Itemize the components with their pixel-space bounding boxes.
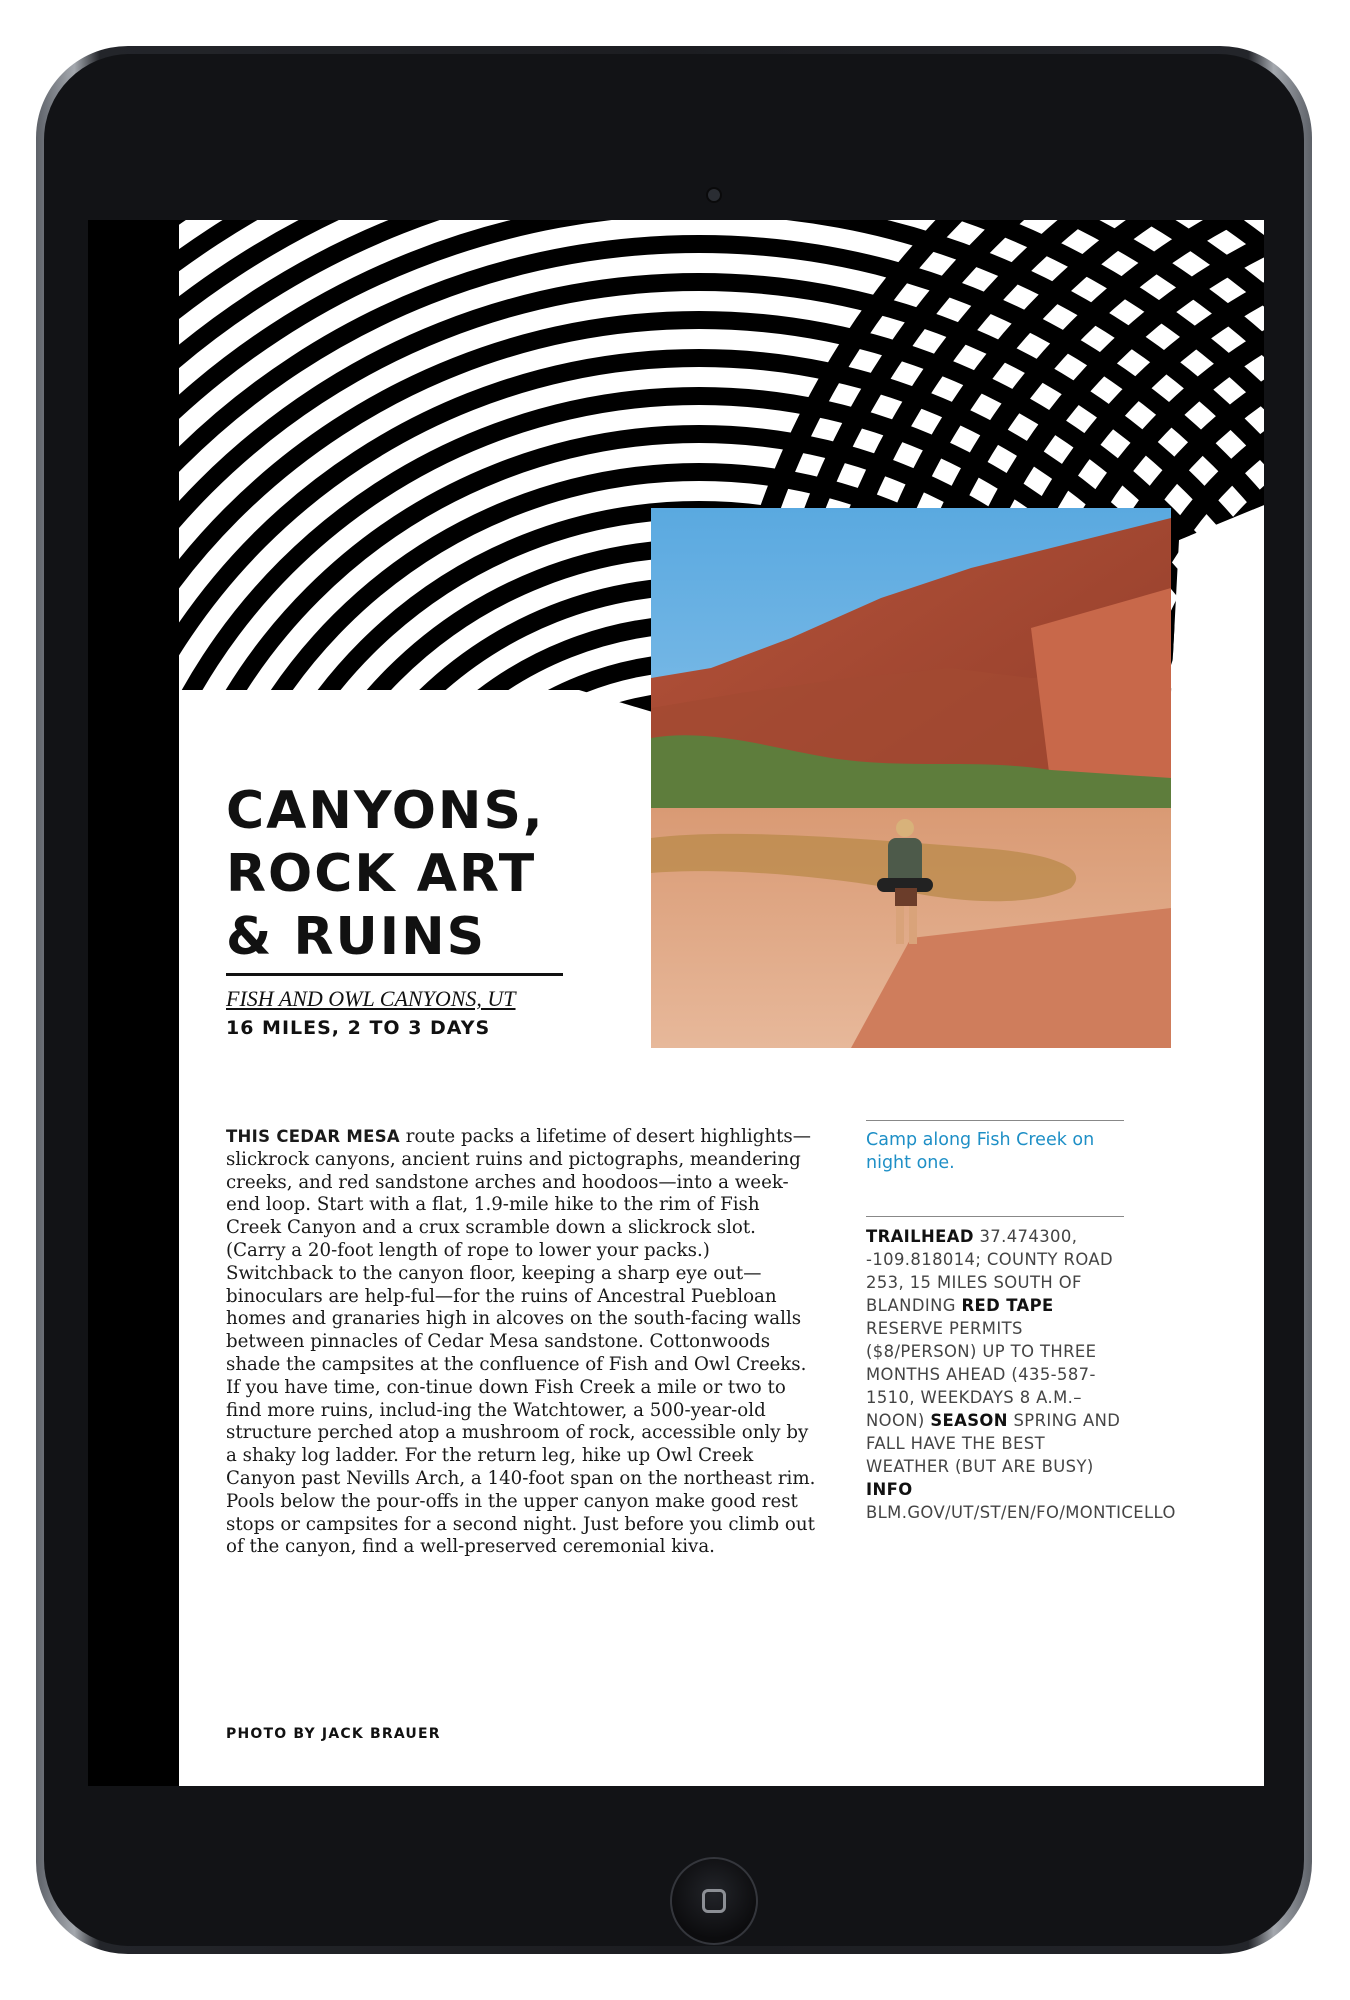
article-body-text: route packs a lifetime of desert highlights—slickrock canyons, ancient ruins and pictographs, meandering creeks, and red sandstone arches and hoodoos—into a week-end loop. Start with a flat, 1.9-mile hike to the rim of Fish Creek Canyon and a crux scramble down a slickrock slot. (Carry a 20-foot length of rope to lower your packs.) Switchback to the canyon floor, keeping a sharp eye out—binoculars are help-ful—for the ruins of Ancestral Puebloan homes and granaries high in alcoves on the south-facing walls between pinnacles of Cedar Mesa sandstone. Cottonwoods shade the campsites at the confluence of Fish and Owl Creeks. If you have time, con-tinue down Fish Creek a mile or two to find more ruins, includ-ing the Watchtower, a 500-year-old structure perched atop a mushroom of rock, accessible only by a shaky log ladder. For the return leg, hike up Owl Creek Canyon past Nevills Arch, a 140-foot span on the northeast rim. Pools below the pour-offs in the upper canyon make good rest stops or campsites for a second night. Just before you climb out of the canyon, find a well-preserved ceremonial kiva. bbox=[226, 1126, 816, 1558]
trip-info-box bbox=[866, 1216, 1176, 1524]
photo-credit: PHOTO BY JACK BRAUER bbox=[226, 1726, 441, 1742]
season-label: SEASON bbox=[930, 1411, 1008, 1430]
page-spine bbox=[88, 220, 179, 1786]
home-button-icon[interactable] bbox=[670, 1857, 758, 1945]
trip-location: FISH AND OWL CANYONS, UT bbox=[226, 986, 516, 1011]
magazine-page bbox=[88, 220, 1264, 1786]
info-value: BLM.GOV/UT/ST/EN/FO/MONTICELLO bbox=[866, 1503, 1176, 1522]
title-line-1: CANYONS, bbox=[226, 781, 545, 841]
article-lead-in: THIS CEDAR MESA bbox=[226, 1127, 400, 1146]
info-label: INFO bbox=[866, 1480, 913, 1499]
article-body bbox=[226, 1126, 816, 1559]
trailhead-label: TRAILHEAD bbox=[866, 1227, 974, 1246]
red-tape-value: RESERVE PERMITS ($8/PERSON) UP TO THREE MONTHS AHEAD (435-587-1510, WEEKDAYS 8 A.M.–NOON) bbox=[866, 1319, 1097, 1430]
title-rule bbox=[226, 973, 563, 976]
photo-caption: Camp along Fish Creek on night one. bbox=[866, 1120, 1124, 1175]
season-value: SPRING AND FALL HAVE THE BEST WEATHER (BUT ARE BUSY) bbox=[866, 1411, 1121, 1476]
canyon-hiker-photo bbox=[651, 508, 1171, 1048]
title-line-2: ROCK ART bbox=[226, 844, 537, 904]
title-line-3: & RUINS bbox=[226, 907, 487, 967]
home-square-glyph bbox=[702, 1889, 726, 1913]
article-title bbox=[226, 780, 646, 969]
red-tape-label: RED TAPE bbox=[961, 1296, 1054, 1315]
trailhead-value: 37.474300, -109.818014; COUNTY ROAD 253, 15 MILES SOUTH OF BLANDING bbox=[866, 1227, 1113, 1315]
camera-icon bbox=[706, 187, 722, 203]
trip-distance: 16 MILES, 2 TO 3 DAYS bbox=[226, 1017, 491, 1039]
pattern-arc-right bbox=[1227, 478, 1264, 730]
